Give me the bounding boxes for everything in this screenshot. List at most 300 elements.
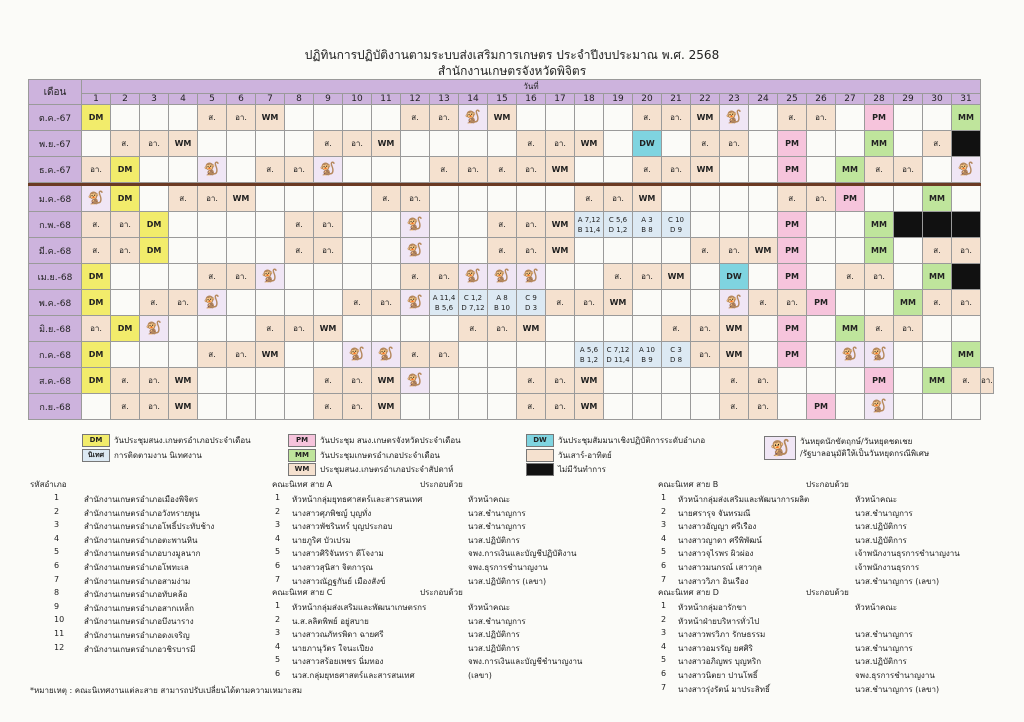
inspection-cell bbox=[662, 212, 691, 238]
day-cell bbox=[140, 157, 169, 183]
team-member-number: 7 bbox=[661, 682, 667, 692]
day-header: 4 bbox=[169, 94, 198, 105]
day-cell bbox=[691, 394, 720, 420]
weekend-cell: อา. bbox=[662, 105, 691, 131]
weekend-cell: ส. bbox=[488, 212, 517, 238]
inspection-team-upper: A 11,4 bbox=[432, 293, 456, 302]
day-header: 29 bbox=[894, 94, 923, 105]
day-header: 18 bbox=[575, 94, 604, 105]
day-cell bbox=[749, 316, 778, 342]
day-cell bbox=[227, 290, 256, 316]
day-cell bbox=[546, 186, 575, 212]
day-cell bbox=[807, 316, 836, 342]
team-member-role: นวส.ปฏิบัติการ bbox=[468, 630, 520, 640]
month-label: ธ.ค.-67 bbox=[29, 157, 82, 183]
meeting-cell: WM bbox=[169, 394, 198, 420]
team-member-name: นางสาวณัฏฐกันย์ เมืองสังข์ bbox=[292, 576, 386, 586]
day-header: 26 bbox=[807, 94, 836, 105]
inspection-cell bbox=[575, 342, 604, 368]
weekend-cell: อา. bbox=[865, 264, 894, 290]
day-cell bbox=[401, 394, 430, 420]
weekend-cell: ส. bbox=[82, 212, 111, 238]
meeting-cell: PM bbox=[778, 157, 807, 183]
meeting-cell: PM bbox=[807, 394, 836, 420]
day-header: 5 bbox=[198, 94, 227, 105]
weekend-cell: ส. bbox=[314, 394, 343, 420]
meeting-cell: WM bbox=[227, 186, 256, 212]
day-cell bbox=[488, 394, 517, 420]
day-cell bbox=[923, 105, 952, 131]
inspection-team-lower: B 5,6 bbox=[434, 303, 454, 312]
monkey-holiday-icon: 🐒 bbox=[198, 290, 227, 316]
weekend-cell: ส. bbox=[662, 316, 691, 342]
team-member-role: นวส.ปฏิบัติการ bbox=[855, 535, 907, 545]
month-row bbox=[29, 394, 994, 420]
day-cell bbox=[111, 105, 140, 131]
district-name: สำนักงานเกษตรอำเภอดงเจริญ bbox=[84, 631, 190, 640]
day-cell bbox=[169, 264, 198, 290]
day-cell bbox=[140, 186, 169, 212]
day-cell bbox=[285, 264, 314, 290]
meeting-cell: WM bbox=[169, 368, 198, 394]
day-cell bbox=[894, 131, 923, 157]
weekend-cell: ส. bbox=[517, 131, 546, 157]
day-cell bbox=[749, 157, 778, 183]
day-cell bbox=[807, 238, 836, 264]
weekend-cell: ส. bbox=[401, 105, 430, 131]
weekend-cell: ส. bbox=[285, 212, 314, 238]
day-cell bbox=[836, 238, 865, 264]
team-member-number: 1 bbox=[661, 601, 667, 610]
meeting-cell: WM bbox=[546, 212, 575, 238]
team-member-role: จพง.การเงินและบัญชีชำนาญงาน bbox=[468, 657, 583, 667]
day-header: 8 bbox=[285, 94, 314, 105]
month-row bbox=[29, 368, 994, 394]
day-header: 30 bbox=[923, 94, 952, 105]
day-cell bbox=[372, 105, 401, 131]
weekend-cell: อา. bbox=[140, 368, 169, 394]
day-cell bbox=[169, 212, 198, 238]
day-cell bbox=[256, 290, 285, 316]
meeting-cell: DM bbox=[82, 342, 111, 368]
team-member-role: นวส.ชำนาญการ bbox=[855, 630, 913, 640]
legend-pm-swatch: PM bbox=[288, 434, 316, 447]
meeting-cell: WM bbox=[662, 264, 691, 290]
meeting-cell: PM bbox=[778, 316, 807, 342]
inspection-team-lower: D 3 bbox=[524, 303, 538, 312]
day-header: 23 bbox=[720, 94, 749, 105]
weekend-cell: อา. bbox=[314, 212, 343, 238]
monkey-holiday-icon: 🐒 bbox=[343, 342, 372, 368]
district-number: 10 bbox=[54, 615, 65, 625]
weekend-cell: อา. bbox=[952, 290, 981, 316]
day-cell bbox=[691, 264, 720, 290]
day-cell bbox=[314, 290, 343, 316]
day-cell bbox=[923, 316, 952, 342]
month-label: ก.ค.-68 bbox=[29, 342, 82, 368]
district-name: สำนักงานเกษตรอำเภอวังทรายพูน bbox=[84, 508, 200, 518]
day-cell bbox=[749, 342, 778, 368]
day-cell bbox=[604, 368, 633, 394]
team-member-role: นวส.ชำนาญการ bbox=[855, 508, 913, 518]
day-cell bbox=[198, 131, 227, 157]
weekend-cell: ส. bbox=[923, 238, 952, 264]
meeting-cell: MM bbox=[923, 264, 952, 290]
month-label: พ.ค.-68 bbox=[29, 290, 82, 316]
weekend-cell: ส. bbox=[633, 157, 662, 183]
weekend-cell: อา. bbox=[749, 368, 778, 394]
team-consist-label: ประกอบด้วย bbox=[806, 480, 849, 489]
no-workday-cell bbox=[923, 212, 952, 238]
team-member-name: นางสาวอภิญพร บุญหริก bbox=[678, 657, 762, 667]
legend-dw-label: วันประชุมสัมมนาเชิงปฏิบัติการระดับอำเภอ bbox=[558, 436, 706, 445]
district-number: 1 bbox=[54, 493, 60, 502]
team-member-role: นวส.ปฏิบัติการ (เลขา) bbox=[468, 576, 547, 586]
meeting-cell: MM bbox=[865, 212, 894, 238]
weekend-cell: อา. bbox=[111, 238, 140, 264]
team-member-name: นางสาวศุภพิชญ์ บุญทั่ง bbox=[292, 508, 372, 518]
weekend-cell: ส. bbox=[256, 157, 285, 183]
day-cell bbox=[343, 316, 372, 342]
weekend-cell: อา. bbox=[343, 394, 372, 420]
weekend-cell: อา. bbox=[198, 186, 227, 212]
team-member-role: นวส.ชำนาญการ (เลขา) bbox=[855, 684, 940, 694]
meeting-cell: PM bbox=[778, 131, 807, 157]
meeting-cell: WM bbox=[546, 238, 575, 264]
team-member-role: นวส.ปฏิบัติการ bbox=[468, 535, 520, 545]
district-number: 9 bbox=[54, 601, 60, 611]
month-label: มิ.ย.-68 bbox=[29, 316, 82, 342]
inspection-cell bbox=[430, 290, 459, 316]
day-cell bbox=[836, 131, 865, 157]
inspection-cell bbox=[517, 290, 546, 316]
monkey-holiday-icon: 🐒 bbox=[865, 394, 894, 420]
team-consist-label: ประกอบด้วย bbox=[420, 480, 463, 489]
day-cell bbox=[749, 105, 778, 131]
weekend-cell: ส. bbox=[285, 238, 314, 264]
team-member-name: นางสาวรุ่งรัตน์ มาประสิทธิ์ bbox=[678, 684, 770, 694]
day-header: 12 bbox=[401, 94, 430, 105]
meeting-cell: PM bbox=[865, 105, 894, 131]
weekend-cell: อา. bbox=[894, 157, 923, 183]
weekend-cell: ส. bbox=[198, 342, 227, 368]
weekend-cell: อา. bbox=[285, 316, 314, 342]
inspection-team-upper: A 7,12 bbox=[577, 215, 601, 224]
team-member-number: 7 bbox=[275, 574, 281, 584]
monkey-holiday-icon: 🐒 bbox=[314, 157, 343, 183]
day-cell bbox=[372, 316, 401, 342]
day-cell bbox=[807, 368, 836, 394]
meeting-cell: PM bbox=[778, 342, 807, 368]
day-cell bbox=[285, 186, 314, 212]
team-member-number: 1 bbox=[275, 601, 281, 610]
day-cell bbox=[488, 342, 517, 368]
day-cell bbox=[82, 394, 111, 420]
meeting-cell: MM bbox=[952, 105, 981, 131]
day-cell bbox=[285, 342, 314, 368]
meeting-cell: DM bbox=[111, 316, 140, 342]
district-number: 2 bbox=[54, 506, 60, 516]
day-header: 21 bbox=[662, 94, 691, 105]
day-cell bbox=[633, 394, 662, 420]
day-cell bbox=[778, 368, 807, 394]
month-row bbox=[29, 212, 994, 238]
day-cell bbox=[923, 342, 952, 368]
weekend-cell: อา. bbox=[488, 316, 517, 342]
team-member-name: นางสาวศิริจันทรา ดีโจงาม bbox=[292, 549, 384, 559]
legend-inspection-label: การติดตามงาน นิเทศงาน bbox=[114, 451, 202, 460]
monkey-holiday-icon: 🐒 bbox=[401, 238, 430, 264]
day-cell bbox=[633, 290, 662, 316]
monkey-holiday-icon: 🐒 bbox=[865, 342, 894, 368]
month-row bbox=[29, 238, 994, 264]
weekend-cell: ส. bbox=[140, 290, 169, 316]
team-member-number: 6 bbox=[661, 561, 667, 570]
day-header: 31 bbox=[952, 94, 981, 105]
day-cell bbox=[169, 157, 198, 183]
day-cell bbox=[430, 212, 459, 238]
day-cell bbox=[749, 212, 778, 238]
legend-mm-swatch: MM bbox=[288, 449, 316, 462]
page-subtitle: สำนักงานเกษตรจังหวัดพิจิตร bbox=[437, 64, 587, 78]
day-cell bbox=[546, 264, 575, 290]
meeting-cell: PM bbox=[778, 238, 807, 264]
team-member-role: นวส.ปฏิบัติการ bbox=[468, 643, 520, 653]
day-cell bbox=[227, 157, 256, 183]
weekend-cell: ส. bbox=[865, 316, 894, 342]
day-cell bbox=[720, 212, 749, 238]
day-cell bbox=[662, 131, 691, 157]
legend-weekend-label: วันเสาร์-อาทิตย์ bbox=[558, 451, 612, 460]
day-cell bbox=[285, 105, 314, 131]
inspection-team-upper: C 5,6 bbox=[608, 215, 628, 224]
legend-holiday bbox=[764, 436, 929, 460]
weekend-cell: ส. bbox=[372, 186, 401, 212]
day-cell bbox=[285, 131, 314, 157]
day-cell bbox=[111, 264, 140, 290]
team-member-role: นวส.ชำนาญการ bbox=[468, 522, 526, 532]
team-member-name: นางสาววิภา อินเรือง bbox=[678, 576, 749, 586]
legend-weekend-swatch bbox=[526, 449, 554, 462]
team-member-number: 6 bbox=[275, 561, 281, 570]
weekend-cell: อา. bbox=[807, 186, 836, 212]
team-member-number: 2 bbox=[275, 506, 281, 516]
day-cell bbox=[343, 212, 372, 238]
team-member-role: จพง.การเงินและบัญชีปฏิบัติงาน bbox=[468, 549, 577, 559]
team-member-number: 5 bbox=[275, 547, 281, 557]
district-number: 8 bbox=[54, 588, 60, 598]
legend-no-workday bbox=[526, 463, 606, 476]
day-cell bbox=[488, 186, 517, 212]
meeting-cell: MM bbox=[952, 342, 981, 368]
day-header: 2 bbox=[111, 94, 140, 105]
day-cell bbox=[749, 264, 778, 290]
day-header: 13 bbox=[430, 94, 459, 105]
day-cell bbox=[691, 290, 720, 316]
day-cell bbox=[285, 394, 314, 420]
day-cell bbox=[285, 290, 314, 316]
team-member-role: นวส.ชำนาญการ (เลขา) bbox=[855, 576, 940, 586]
team-member-name: นวส.กลุ่มยุทธศาสตร์และสารสนเทศ bbox=[292, 671, 415, 680]
day-cell bbox=[430, 316, 459, 342]
day-cell bbox=[343, 238, 372, 264]
team-member-number: 4 bbox=[275, 533, 281, 543]
day-cell bbox=[401, 316, 430, 342]
team-member-role: หัวหน้าคณะ bbox=[468, 603, 511, 612]
meeting-cell: WM bbox=[691, 105, 720, 131]
day-header: 11 bbox=[372, 94, 401, 105]
district-name: สำนักงานเกษตรอำเภอสามง่าม bbox=[84, 576, 191, 586]
meeting-cell: WM bbox=[633, 186, 662, 212]
day-header: 14 bbox=[459, 94, 488, 105]
legend-holiday-label-1: วันหยุดนักขัตฤกษ์/วันหยุดชดเชย bbox=[800, 437, 913, 446]
team-member-name: นางสาวอมรรัญ ยศศิริ bbox=[678, 643, 753, 653]
weekend-cell: ส. bbox=[604, 264, 633, 290]
meeting-cell: DM bbox=[82, 264, 111, 290]
weekend-cell: ส. bbox=[923, 131, 952, 157]
meeting-cell: WM bbox=[256, 105, 285, 131]
weekend-cell: ส. bbox=[256, 316, 285, 342]
team-heading: คณะนิเทศ สาย A bbox=[272, 480, 333, 489]
meeting-cell: WM bbox=[372, 131, 401, 157]
day-cell bbox=[459, 238, 488, 264]
day-header: 3 bbox=[140, 94, 169, 105]
inspection-team-lower: B 9 bbox=[641, 355, 653, 364]
inspection-team-lower: B 8 bbox=[641, 225, 653, 234]
day-cell bbox=[459, 342, 488, 368]
meeting-cell: PM bbox=[778, 212, 807, 238]
day-cell bbox=[488, 368, 517, 394]
monkey-holiday-icon: 🐒 bbox=[401, 290, 430, 316]
legend-wm-label: ประชุมสนง.เกษตรอำเภอประจำสัปดาห์ bbox=[320, 465, 454, 474]
day-cell bbox=[227, 368, 256, 394]
monkey-holiday-icon: 🐒 bbox=[82, 186, 111, 212]
weekend-cell: อา. bbox=[227, 342, 256, 368]
team-member-name: หัวหน้ากลุ่มอารักขา bbox=[678, 603, 747, 612]
day-cell bbox=[604, 131, 633, 157]
inspection-team-lower: D 9 bbox=[669, 225, 683, 234]
day-cell bbox=[256, 368, 285, 394]
meeting-cell: DW bbox=[633, 131, 662, 157]
district-name: สำนักงานเกษตรอำเภอวชิรบารมี bbox=[84, 644, 196, 654]
meeting-cell: PM bbox=[836, 186, 865, 212]
monkey-holiday-icon: 🐒 bbox=[401, 368, 430, 394]
meeting-cell: DM bbox=[82, 105, 111, 131]
inspection-cell bbox=[633, 212, 662, 238]
day-header: 10 bbox=[343, 94, 372, 105]
calendar-table bbox=[28, 79, 994, 420]
weekend-cell: อา. bbox=[430, 264, 459, 290]
day-header: 25 bbox=[778, 94, 807, 105]
day-header: 9 bbox=[314, 94, 343, 105]
page-title: ปฏิทินการปฏิบัติงานตามระบบส่งเสริมการเกษตร ประจำปีงบประมาณ พ.ศ. 2568 bbox=[304, 48, 720, 62]
weekend-cell: ส. bbox=[343, 290, 372, 316]
inspection-team-upper: C 3 bbox=[670, 345, 682, 354]
day-header: 17 bbox=[546, 94, 575, 105]
weekend-cell: ส. bbox=[575, 186, 604, 212]
day-cell bbox=[662, 238, 691, 264]
day-cell bbox=[430, 394, 459, 420]
day-header: 24 bbox=[749, 94, 778, 105]
team-member-role: หัวหน้าคณะ bbox=[855, 495, 898, 504]
month-label: ก.พ.-68 bbox=[29, 212, 82, 238]
month-row bbox=[29, 105, 994, 131]
meeting-cell: WM bbox=[372, 394, 401, 420]
inspection-team-lower: D 1,2 bbox=[608, 225, 628, 234]
team-member-role: นวส.ปฏิบัติการ bbox=[855, 522, 907, 532]
inspection-team-lower: B 11,4 bbox=[577, 225, 601, 234]
team-member-role: เจ้าพนักงานธุรการชำนาญงาน bbox=[855, 549, 960, 559]
weekend-cell: อา. bbox=[720, 238, 749, 264]
no-workday-cell bbox=[952, 131, 981, 157]
day-cell bbox=[169, 105, 198, 131]
day-cell bbox=[314, 105, 343, 131]
day-cell bbox=[604, 105, 633, 131]
month-label: ก.ย.-68 bbox=[29, 394, 82, 420]
inspection-cell bbox=[633, 342, 662, 368]
team-member-number: 5 bbox=[661, 547, 667, 557]
day-cell bbox=[749, 131, 778, 157]
weekend-cell: อา. bbox=[111, 212, 140, 238]
weekend-cell: ส. bbox=[517, 394, 546, 420]
team-member-number: 5 bbox=[661, 655, 667, 665]
meeting-cell: WM bbox=[749, 238, 778, 264]
month-row bbox=[29, 131, 994, 157]
monkey-holiday-icon: 🐒 bbox=[401, 212, 430, 238]
weekend-cell: ส. bbox=[517, 368, 546, 394]
team-member-name: หัวหน้ากลุ่มส่งเสริมและพัฒนาเกษตรกร bbox=[292, 603, 427, 612]
weekend-cell: อา. bbox=[372, 290, 401, 316]
legend-holiday-label-2: /รัฐบาลอนุมัติให้เป็นวันหยุดกรณีพิเศษ bbox=[800, 449, 930, 458]
day-cell bbox=[459, 368, 488, 394]
team-heading: คณะนิเทศ สาย B bbox=[658, 480, 719, 489]
day-cell bbox=[517, 105, 546, 131]
day-header: 6 bbox=[227, 94, 256, 105]
legend-weekend bbox=[526, 449, 612, 462]
day-cell bbox=[459, 186, 488, 212]
meeting-cell: MM bbox=[836, 316, 865, 342]
legend-dw-swatch: DW bbox=[526, 434, 554, 447]
month-row bbox=[29, 157, 994, 183]
team-member-name: นางสาวสุนิสา จิตการุณ bbox=[292, 563, 373, 572]
team-member-name: น.ส.ลลิตพิพย์ อยู่สบาย bbox=[292, 616, 369, 626]
meeting-cell: WM bbox=[169, 131, 198, 157]
team-member-number: 3 bbox=[275, 520, 281, 530]
district-name: สำนักงานเกษตรอำเภอโพทะเล bbox=[84, 563, 189, 572]
district-number: 4 bbox=[54, 533, 60, 543]
day-cell bbox=[691, 368, 720, 394]
weekend-cell: ส. bbox=[430, 157, 459, 183]
day-cell bbox=[227, 131, 256, 157]
monkey-holiday-icon: 🐒 bbox=[372, 342, 401, 368]
weekend-cell: ส. bbox=[720, 368, 749, 394]
legend-pm-label: วันประชุม สนง.เกษตรจังหวัดประจำเดือน bbox=[320, 436, 461, 445]
day-cell bbox=[140, 342, 169, 368]
meeting-cell: DM bbox=[140, 212, 169, 238]
day-cell bbox=[662, 394, 691, 420]
day-cell bbox=[778, 394, 807, 420]
monkey-holiday-icon: 🐒 bbox=[764, 436, 796, 460]
day-column-header: วันที่ bbox=[82, 80, 981, 94]
weekend-cell: อา. bbox=[691, 342, 720, 368]
day-cell bbox=[923, 394, 952, 420]
month-column-header: เดือน bbox=[29, 80, 82, 105]
team-consist-label: ประกอบด้วย bbox=[420, 588, 463, 597]
day-cell bbox=[633, 238, 662, 264]
team-member-name: นางสาวมนกรณ์ เสาวกุล bbox=[678, 563, 762, 572]
inspection-cell bbox=[662, 342, 691, 368]
day-cell bbox=[401, 131, 430, 157]
